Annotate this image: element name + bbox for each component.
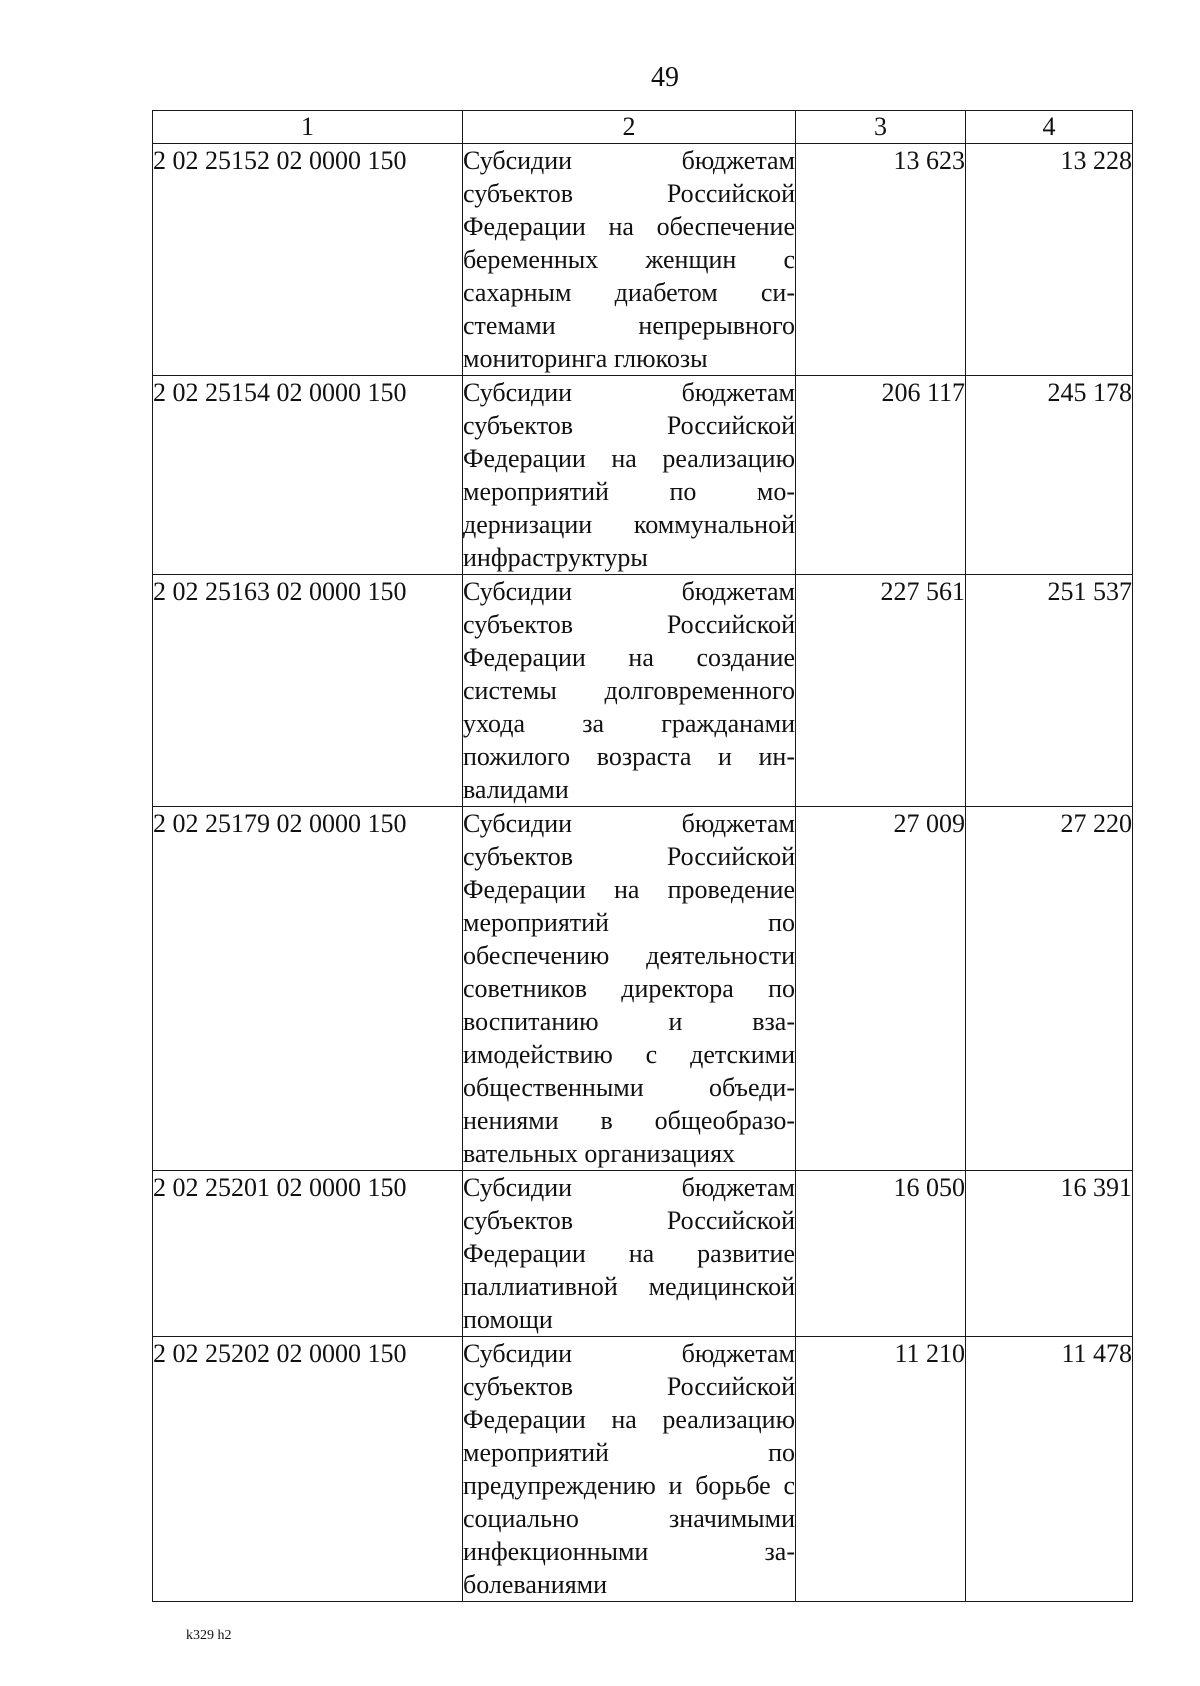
table-row <box>153 807 1133 1171</box>
table-row <box>153 376 1133 575</box>
value-column-3: 11 210 <box>796 1337 966 1602</box>
budget-code: 2 02 25201 02 0000 150 <box>153 1171 463 1337</box>
footer-document-code: k329 h2 <box>186 1628 232 1643</box>
value-column-3: 227 561 <box>796 575 966 807</box>
row-description: Субсидии бюджетам субъектов Российской Федерации на развитие паллиативной медицинской помощи <box>463 1171 796 1337</box>
value-column-4: 13 228 <box>966 144 1133 376</box>
row-description: Субсидии бюджетам субъектов Российской Федерации на реализацию мероприятий по предупреждению и борьбе с социально значимыми инфекционными заболеваниями <box>463 1337 796 1602</box>
table-body <box>153 144 1133 1602</box>
table-row <box>153 144 1133 376</box>
value-column-4: 11 478 <box>966 1337 1133 1602</box>
budget-code: 2 02 25202 02 0000 150 <box>153 1337 463 1602</box>
row-description: Субсидии бюджетам субъектов Российской Федерации на обеспечение беременных женщин с сахарным диабетом системами непрерывного мониторинга глюкозы <box>463 144 796 376</box>
value-column-3: 16 050 <box>796 1171 966 1337</box>
value-column-3: 27 009 <box>796 807 966 1171</box>
table-header <box>153 111 1133 144</box>
budget-table <box>152 110 1133 1602</box>
budget-code: 2 02 25179 02 0000 150 <box>153 807 463 1171</box>
value-column-4: 245 178 <box>966 376 1133 575</box>
table-row <box>153 575 1133 807</box>
value-column-3: 13 623 <box>796 144 966 376</box>
row-description: Субсидии бюджетам субъектов Российской Федерации на реализацию мероприятий по модернизации коммунальной инфраструктуры <box>463 376 796 575</box>
budget-code: 2 02 25154 02 0000 150 <box>153 376 463 575</box>
row-description: Субсидии бюджетам субъектов Российской Федерации на проведение мероприятий по обеспечению деятельности советников директора по воспитанию и взаимодействию с детскими общественными объединениями в общеобразовательных организациях <box>463 807 796 1171</box>
value-column-3: 206 117 <box>796 376 966 575</box>
column-header-3: 3 <box>796 111 966 144</box>
budget-code: 2 02 25163 02 0000 150 <box>153 575 463 807</box>
budget-code: 2 02 25152 02 0000 150 <box>153 144 463 376</box>
row-description: Субсидии бюджетам субъектов Российской Федерации на создание системы долговременного ухода за гражданами пожилого возраста и инвалидами <box>463 575 796 807</box>
value-column-4: 27 220 <box>966 807 1133 1171</box>
column-header-2: 2 <box>463 111 796 144</box>
value-column-4: 251 537 <box>966 575 1133 807</box>
column-header-1: 1 <box>153 111 463 144</box>
table-row <box>153 1337 1133 1602</box>
table-row <box>153 1171 1133 1337</box>
value-column-4: 16 391 <box>966 1171 1133 1337</box>
column-header-4: 4 <box>966 111 1133 144</box>
header-row <box>153 111 1133 144</box>
page-number: 49 <box>651 62 679 93</box>
